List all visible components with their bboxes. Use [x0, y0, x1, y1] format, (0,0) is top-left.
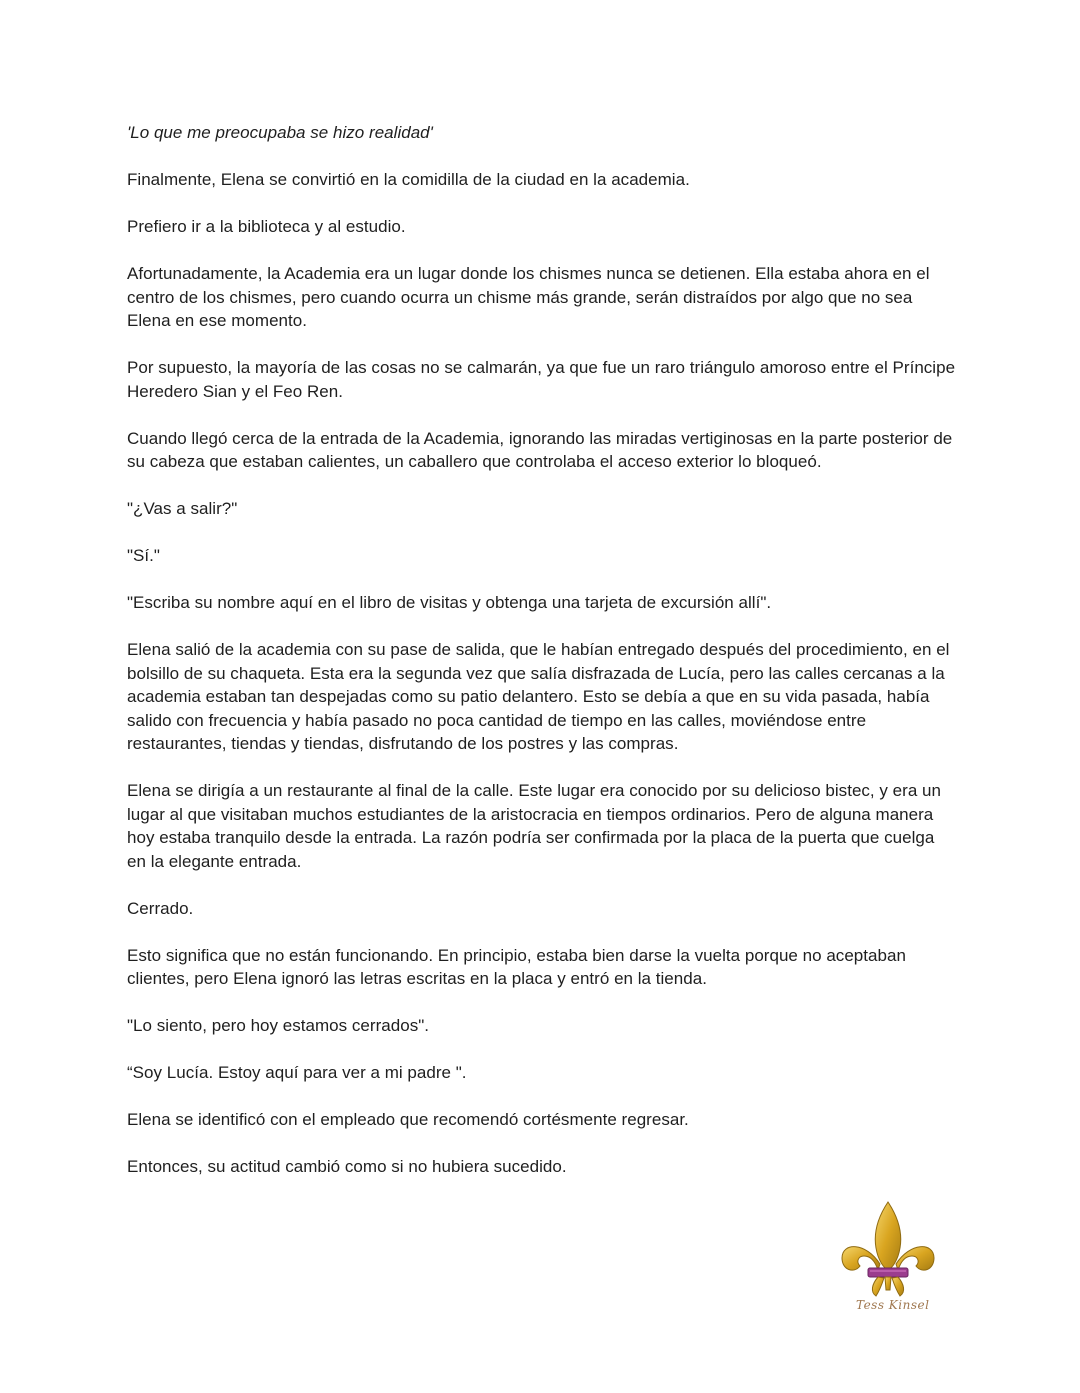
document-page: [127, 121, 957, 1202]
paragraph-6: Cuando llegó cerca de la entrada de la Academia, ignorando las miradas vertiginosas en la parte posterior de su cabeza que estaban calientes, un caballero que controlaba el acceso exterior lo bloqueó.: [127, 428, 953, 471]
paragraph-3: Prefiero ir a la biblioteca y al estudio.: [127, 217, 406, 236]
paragraph-13: Esto significa que no están funcionando. En principio, estaba bien darse la vuelta porque no aceptaban clientes, pero Elena ignoró las letras escritas en la placa y entró en la tienda.: [127, 945, 906, 988]
paragraph-17: Entonces, su actitud cambió como si no hubiera sucedido.: [127, 1157, 567, 1176]
paragraph-16: Elena se identificó con el empleado que recomendó cortésmente regresar.: [127, 1110, 689, 1129]
paragraph-1: 'Lo que me preocupaba se hizo realidad': [127, 123, 433, 142]
paragraph-14: "Lo siento, pero hoy estamos cerrados".: [127, 1016, 430, 1035]
paragraph-4: Afortunadamente, la Academia era un lugar donde los chismes nunca se detienen. Ella estaba ahora en el centro de los chismes, pero cuando ocurra un chisme más grande, serán distraídos por algo que no sea Elena en ese momento.: [127, 264, 930, 330]
paragraph-15: “Soy Lucía. Estoy aquí para ver a mi padre ".: [127, 1063, 467, 1082]
paragraph-7: "¿Vas a salir?": [127, 499, 238, 518]
paragraph-11: Elena se dirigía a un restaurante al final de la calle. Este lugar era conocido por su delicioso bistec, y era un lugar al que visitaban muchos estudiantes de la aristocracia en tiempos ordinarios. Pero de alguna manera hoy estaba tranquilo desde la entrada. La razón podría ser confirmada por la placa de la puerta que cuelga en la elegante entrada.: [127, 781, 942, 871]
paragraph-10: Elena salió de la academia con su pase de salida, que le habían entregado después del procedimiento, en el bolsillo de su chaqueta. Esta era la segunda vez que salía disfrazada de Lucía, pero las calles cercanas a la academia estaban tan despejadas como su patio delantero. Esto se debía a que en su vida pasada, había salido con frecuencia y había pasado no poca cantidad de tiempo en las calles, moviéndose entre restaurantes, tiendas y tiendas, disfrutando de los postres y las compras.: [127, 640, 950, 753]
paragraph-9: "Escriba su nombre aquí en el libro de visitas y obtenga una tarjeta de excursión allí".: [127, 593, 772, 612]
paragraph-8: "Sí.": [127, 546, 160, 565]
paragraph-2: Finalmente, Elena se convirtió en la comidilla de la ciudad en la academia.: [127, 170, 690, 189]
paragraph-5: Por supuesto, la mayoría de las cosas no se calmarán, ya que fue un raro triángulo amoroso entre el Príncipe Heredero Sian y el Feo Ren.: [127, 358, 956, 401]
signature: Tess Kinsel: [856, 1298, 930, 1312]
paragraph-12: Cerrado.: [127, 898, 194, 918]
